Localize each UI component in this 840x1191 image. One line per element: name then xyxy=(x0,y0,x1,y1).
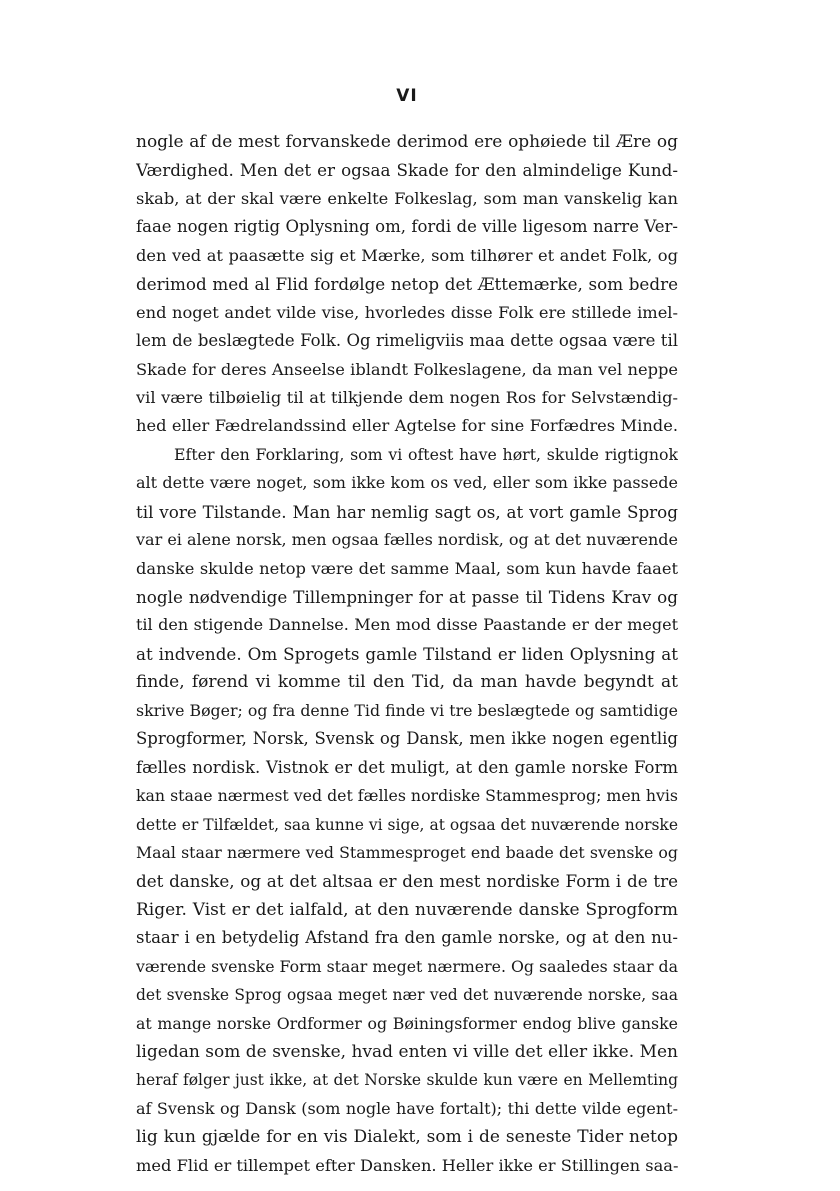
text-line: Værdighed. Men det er ogsaa Skade for den almindelige Kund- xyxy=(136,160,678,181)
text-line: faae nogen rigtig Oplysning om, fordi de ville ligesom narre Ver- xyxy=(136,217,678,237)
text-line: til den stigende Dannelse. Men mod disse Paastande er der meget xyxy=(136,615,678,635)
text-line: Maal staar nærmere ved Stammesproget end baade det svenske og xyxy=(136,842,678,862)
text-line: det svenske Sprog ogsaa meget nær ved det nuværende norske, saa xyxy=(136,986,678,1005)
text-line: kan staae nærmest ved det fælles nordiske Stammesprog; men hvis xyxy=(136,786,678,806)
text-line: med Flid er tillempet efter Dansken. Heller ikke er Stillingen saa- xyxy=(136,1155,678,1175)
text-line: vil være tilbøielig til at tilkjende dem nogen Ros for Selvstændig- xyxy=(136,387,678,407)
text-line: skrive Bøger; og fra denne Tid finde vi tre beslægtede og samtidige xyxy=(136,700,678,720)
text-line: nogle nødvendige Tillempninger for at passe til Tidens Krav og xyxy=(136,587,678,607)
text-line: den ved at paasætte sig et Mærke, som tilhører et andet Folk, og xyxy=(136,245,678,265)
text-line: hed eller Fædrelandssind eller Agtelse for sine Forfædres Minde. xyxy=(136,416,678,436)
text-line: lem de beslægtede Folk. Og rimeligviis maa dette ogsaa være til xyxy=(136,331,678,351)
text-line: finde, førend vi komme til den Tid, da man havde begyndt at xyxy=(136,672,678,693)
text-line: alt dette være noget, som ikke kom os ved, eller som ikke passede xyxy=(136,473,678,493)
text-line: det danske, og at det altsaa er den mest nordiske Form i de tre xyxy=(136,871,678,892)
text-line: af Svensk og Dansk (som nogle have fortalt); thi dette vilde egent- xyxy=(136,1098,678,1118)
text-line: nogle af de mest forvanskede derimod ere ophøiede til Ære og xyxy=(136,132,678,152)
text-line: Riger. Vist er det ialfald, at den nuværende danske Sprogform xyxy=(136,899,678,920)
page-number: VI xyxy=(396,86,418,106)
text-line: dette er Tilfældet, saa kunne vi sige, at ogsaa det nuværende norske xyxy=(136,815,678,834)
text-line: fælles nordisk. Vistnok er det muligt, at den gamle norske Form xyxy=(136,757,678,777)
text-line: var ei alene norsk, men ogsaa fælles nordisk, og at det nuværende xyxy=(136,530,678,550)
text-line: Efter den Forklaring, som vi oftest have hørt, skulde rigtignok xyxy=(174,444,678,464)
text-line: danske skulde netop være det samme Maal, som kun havde faaet xyxy=(136,558,678,578)
body-text xyxy=(136,128,678,1180)
text-line: ligedan som de svenske, hvad enten vi ville det eller ikke. Men xyxy=(136,1042,678,1062)
text-line: at mange norske Ordformer og Bøiningsformer endog blive ganske xyxy=(136,1013,678,1033)
text-line: Sprogformer, Norsk, Svensk og Dansk, men ikke nogen egentlig xyxy=(136,729,678,749)
text-line: heraf følger just ikke, at det Norske skulde kun være en Mellemting xyxy=(136,1071,678,1090)
text-line: værende svenske Form staar meget nærmere. Og saaledes staar da xyxy=(136,956,678,976)
text-line: end noget andet vilde vise, hvorledes disse Folk ere stillede imel- xyxy=(136,302,678,322)
text-line: at indvende. Om Sprogets gamle Tilstand er liden Oplysning at xyxy=(136,643,678,664)
text-line: staar i en betydelig Afstand fra den gamle norske, og at den nu- xyxy=(136,928,678,948)
text-line: til vore Tilstande. Man har nemlig sagt os, at vort gamle Sprog xyxy=(136,501,678,522)
text-line: lig kun gjælde for en vis Dialekt, som i de seneste Tider netop xyxy=(136,1127,678,1148)
text-line: derimod med al Flid fordølge netop det Ættemærke, som bedre xyxy=(136,274,678,295)
text-line: skab, at der skal være enkelte Folkeslag, som man vanskelig kan xyxy=(136,188,678,208)
text-line: Skade for deres Anseelse iblandt Folkeslagene, da man vel neppe xyxy=(136,359,678,379)
